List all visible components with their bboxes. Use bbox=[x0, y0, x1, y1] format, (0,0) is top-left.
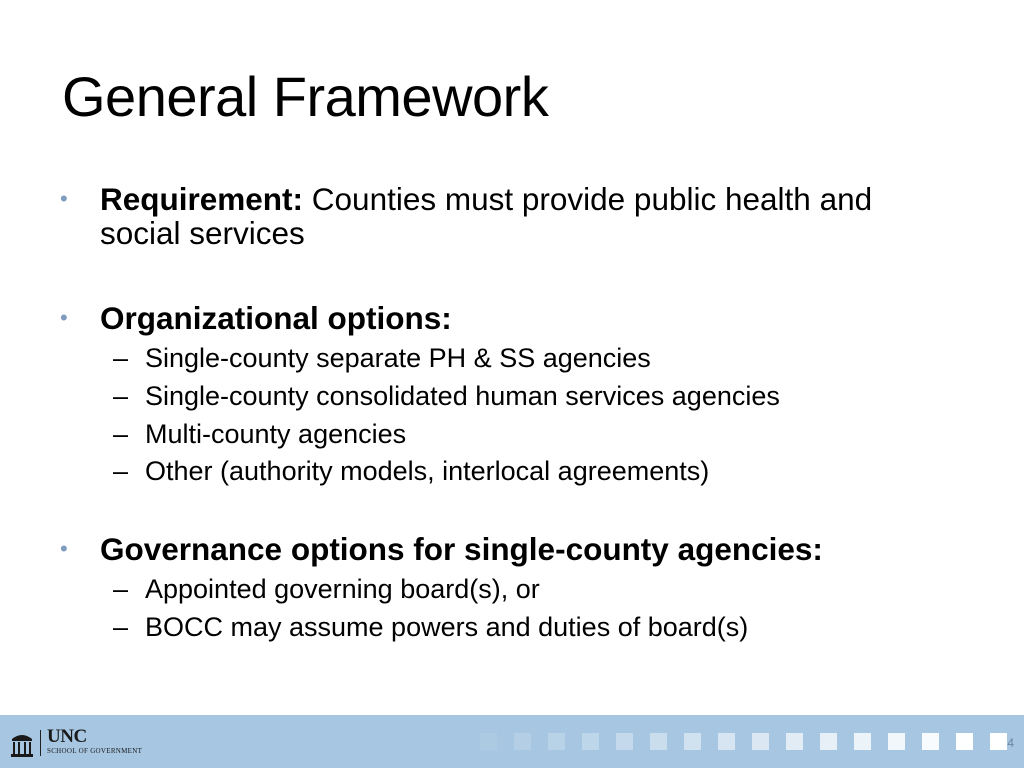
dash-glyph: – bbox=[113, 574, 129, 604]
decorative-square bbox=[752, 733, 769, 750]
bullet-organizational-options bbox=[60, 300, 940, 336]
decorative-square bbox=[650, 733, 667, 750]
bullet-lead: Requirement: bbox=[100, 181, 304, 217]
footer-bar bbox=[0, 715, 1024, 768]
bullet-governance-options bbox=[60, 531, 940, 567]
sub-item-text: Multi-county agencies bbox=[145, 419, 407, 449]
bullet-requirement bbox=[60, 181, 940, 251]
dash-glyph: – bbox=[113, 419, 129, 449]
dash-glyph: – bbox=[113, 343, 129, 373]
sub-item-text: Single-county separate PH & SS agencies bbox=[145, 343, 651, 373]
decorative-square bbox=[922, 733, 939, 750]
sub-item-text: Single-county consolidated human services agencies bbox=[145, 381, 780, 411]
sub-item bbox=[113, 456, 985, 486]
dash-glyph: – bbox=[113, 456, 129, 486]
bullet-glyph: • bbox=[60, 536, 68, 561]
sub-item bbox=[113, 343, 985, 373]
sub-item bbox=[113, 419, 985, 449]
decorative-square bbox=[514, 733, 531, 750]
decorative-square bbox=[990, 733, 1007, 750]
logo-name: UNC bbox=[47, 726, 87, 747]
sub-item-text: Other (authority models, interlocal agreements) bbox=[145, 456, 710, 486]
decorative-square bbox=[548, 733, 565, 750]
decorative-square bbox=[854, 733, 871, 750]
slide-title: General Framework bbox=[62, 65, 549, 128]
decorative-square bbox=[480, 733, 497, 750]
decorative-square bbox=[582, 733, 599, 750]
bullet-glyph: • bbox=[60, 186, 68, 211]
decorative-square bbox=[786, 733, 803, 750]
decorative-square bbox=[888, 733, 905, 750]
bullet-text: Counties must provide public health and social services bbox=[100, 181, 873, 251]
sub-item-text: Appointed governing board(s), or bbox=[145, 574, 540, 604]
decorative-square bbox=[820, 733, 837, 750]
decorative-square bbox=[616, 733, 633, 750]
bullet-lead: Governance options for single-county agencies: bbox=[100, 531, 823, 567]
bullet-glyph: • bbox=[60, 305, 68, 330]
dash-glyph: – bbox=[113, 381, 129, 411]
sub-item bbox=[113, 574, 985, 604]
logo-subtitle: SCHOOL OF GOVERNMENT bbox=[47, 747, 143, 755]
decorative-square-strip bbox=[0, 715, 1024, 768]
bullet-lead: Organizational options: bbox=[100, 300, 452, 336]
decorative-square bbox=[956, 733, 973, 750]
decorative-square bbox=[718, 733, 735, 750]
sub-item-text: BOCC may assume powers and duties of board(s) bbox=[145, 612, 749, 642]
page-number: 4 bbox=[1007, 736, 1014, 750]
sub-item bbox=[113, 612, 985, 642]
sub-item bbox=[113, 381, 985, 411]
decorative-square bbox=[684, 733, 701, 750]
dash-glyph: – bbox=[113, 612, 129, 642]
